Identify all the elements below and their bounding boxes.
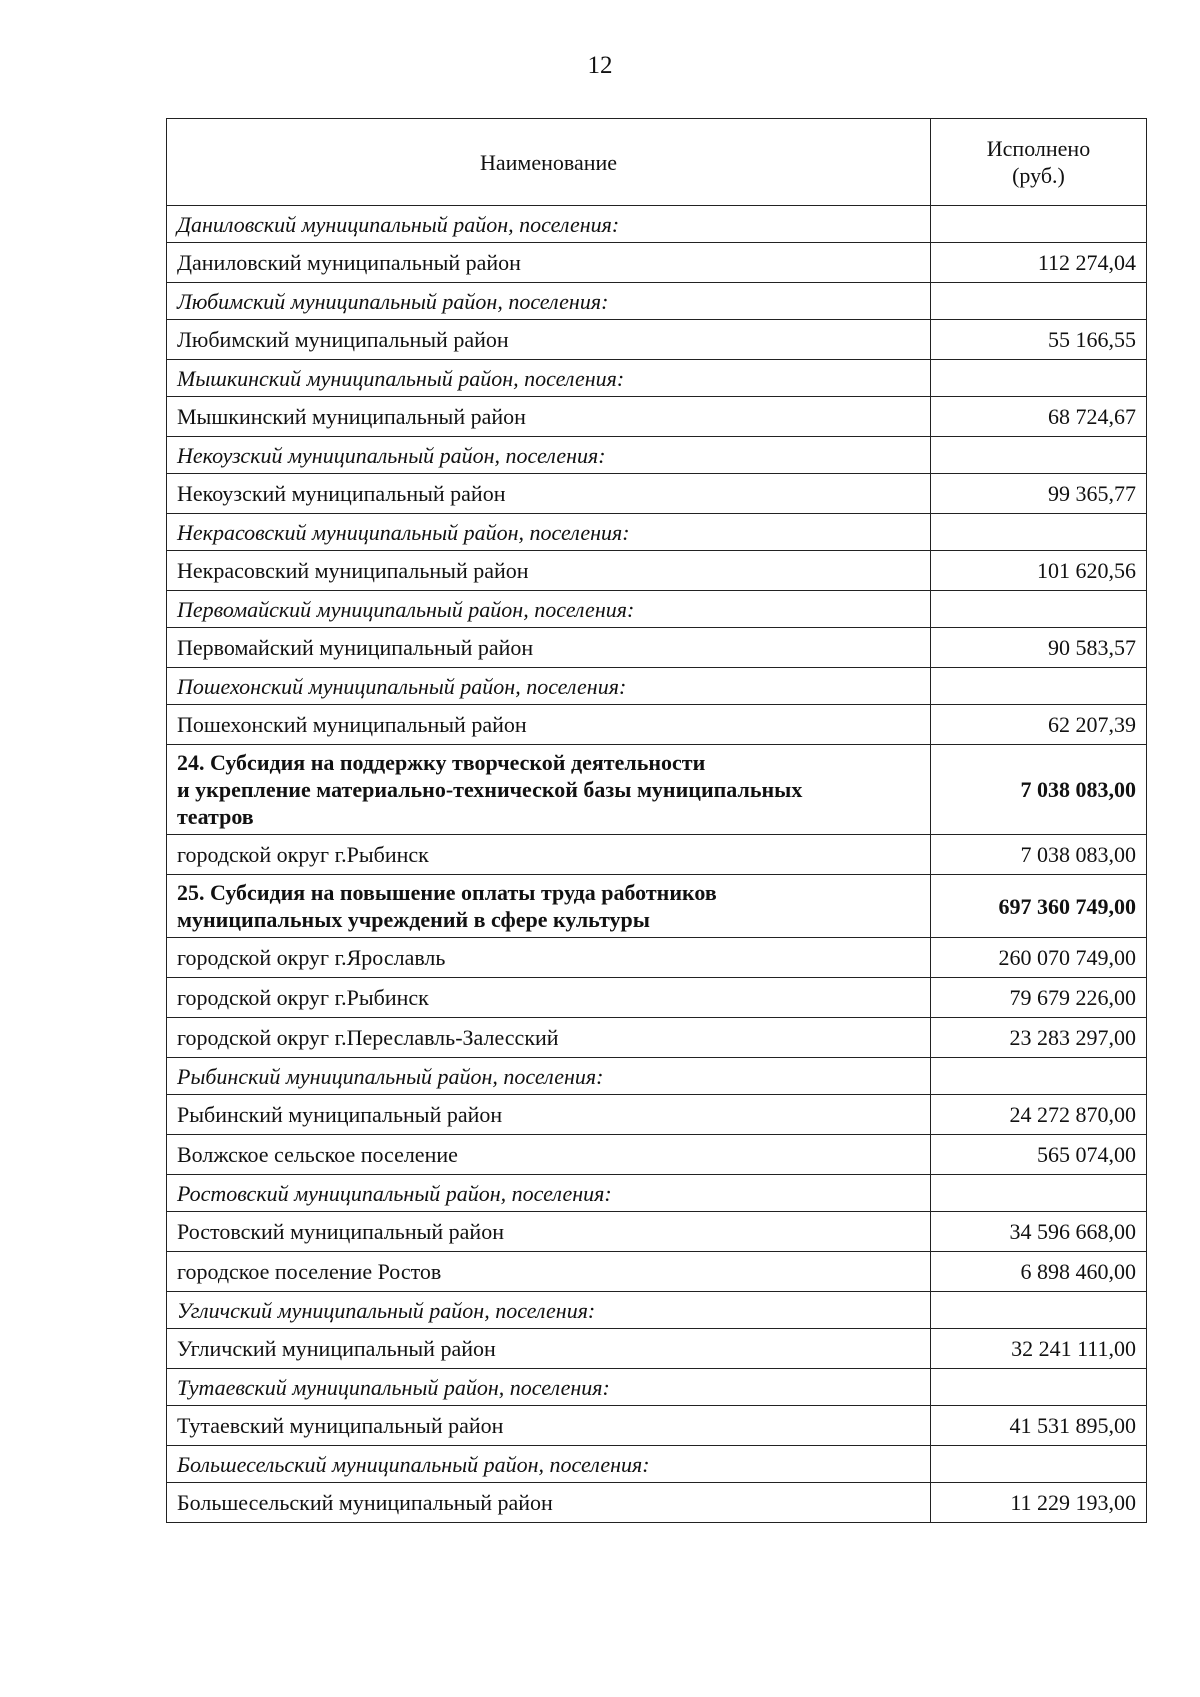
table-row: [167, 243, 1147, 283]
row-amount: 112 274,04: [931, 243, 1147, 283]
row-name: городской округ г.Рыбинск: [167, 835, 931, 875]
table-row: [167, 978, 1147, 1018]
row-amount: [931, 283, 1147, 320]
table-row: [167, 1095, 1147, 1135]
row-name: Пошехонский муниципальный район: [167, 705, 931, 745]
row-amount: [931, 206, 1147, 243]
group-header-row: [167, 668, 1147, 705]
row-amount: 32 241 111,00: [931, 1329, 1147, 1369]
group-header-row: [167, 437, 1147, 474]
table-body: [167, 206, 1147, 1523]
group-name: Первомайский муниципальный район, поселения:: [167, 591, 931, 628]
row-amount: [931, 360, 1147, 397]
subsidy-title-line: и укрепление материально-технической базы муниципальных: [177, 777, 803, 802]
row-name: Тутаевский муниципальный район: [167, 1406, 931, 1446]
column-header-amount: Исполнено (руб.): [931, 119, 1147, 206]
row-name: Ростовский муниципальный район: [167, 1212, 931, 1252]
subsidy-title: [167, 875, 931, 938]
table-row: [167, 551, 1147, 591]
row-name: Некрасовский муниципальный район: [167, 551, 931, 591]
group-name: Мышкинский муниципальный район, поселения:: [167, 360, 931, 397]
page-number: 12: [587, 52, 613, 79]
row-amount: 260 070 749,00: [931, 938, 1147, 978]
group-name: Любимский муниципальный район, поселения:: [167, 283, 931, 320]
row-amount: 7 038 083,00: [931, 745, 1147, 835]
row-name: Угличский муниципальный район: [167, 1329, 931, 1369]
table-row: [167, 1252, 1147, 1292]
row-amount: 41 531 895,00: [931, 1406, 1147, 1446]
row-name: Волжское сельское поселение: [167, 1135, 931, 1175]
table-row: [167, 1329, 1147, 1369]
group-name: Некоузский муниципальный район, поселения:: [167, 437, 931, 474]
row-amount: [931, 1058, 1147, 1095]
report-table: [166, 118, 1147, 1523]
group-header-row: [167, 1175, 1147, 1212]
subsidy-title-line: 25. Субсидия на повышение оплаты труда работников: [177, 880, 717, 905]
group-name: Тутаевский муниципальный район, поселения:: [167, 1369, 931, 1406]
row-amount: 90 583,57: [931, 628, 1147, 668]
group-name: Большесельский муниципальный район, поселения:: [167, 1446, 931, 1483]
row-amount: 68 724,67: [931, 397, 1147, 437]
table-row: [167, 1018, 1147, 1058]
row-name: городской округ г.Рыбинск: [167, 978, 931, 1018]
table-row: [167, 705, 1147, 745]
group-header-row: [167, 1369, 1147, 1406]
table-header: [167, 119, 1147, 206]
row-name: Рыбинский муниципальный район: [167, 1095, 931, 1135]
table-row: [167, 938, 1147, 978]
table-row: [167, 628, 1147, 668]
row-name: Любимский муниципальный район: [167, 320, 931, 360]
table-row: [167, 474, 1147, 514]
row-amount: 565 074,00: [931, 1135, 1147, 1175]
group-header-row: [167, 283, 1147, 320]
row-amount: 6 898 460,00: [931, 1252, 1147, 1292]
group-header-row: [167, 360, 1147, 397]
row-amount: 697 360 749,00: [931, 875, 1147, 938]
table-row: [167, 1135, 1147, 1175]
row-amount: 23 283 297,00: [931, 1018, 1147, 1058]
row-amount: [931, 514, 1147, 551]
row-amount: [931, 437, 1147, 474]
row-name: Мышкинский муниципальный район: [167, 397, 931, 437]
table-row: [167, 835, 1147, 875]
group-name: Угличский муниципальный район, поселения:: [167, 1292, 931, 1329]
row-name: городской округ г.Ярославль: [167, 938, 931, 978]
table-row: [167, 1406, 1147, 1446]
group-header-row: [167, 514, 1147, 551]
group-header-row: [167, 591, 1147, 628]
row-name: Большесельский муниципальный район: [167, 1483, 931, 1523]
group-name: Ростовский муниципальный район, поселения:: [167, 1175, 931, 1212]
group-header-row: [167, 206, 1147, 243]
row-amount: [931, 591, 1147, 628]
group-name: Некрасовский муниципальный район, поселения:: [167, 514, 931, 551]
row-amount: [931, 1292, 1147, 1329]
table-row: [167, 1483, 1147, 1523]
row-amount: [931, 1175, 1147, 1212]
row-name: городское поселение Ростов: [167, 1252, 931, 1292]
row-name: городской округ г.Переславль-Залесский: [167, 1018, 931, 1058]
row-amount: 79 679 226,00: [931, 978, 1147, 1018]
column-header-name: Наименование: [167, 119, 931, 206]
subsidy-title: [167, 745, 931, 835]
row-amount: 11 229 193,00: [931, 1483, 1147, 1523]
row-name: Некоузский муниципальный район: [167, 474, 931, 514]
header-row: [167, 119, 1147, 206]
row-amount: 62 207,39: [931, 705, 1147, 745]
row-amount: [931, 668, 1147, 705]
subsidy-title-line: муниципальных учреждений в сфере культуры: [177, 907, 650, 932]
row-amount: 55 166,55: [931, 320, 1147, 360]
row-amount: 99 365,77: [931, 474, 1147, 514]
subsidy-row: [167, 875, 1147, 938]
table-row: [167, 1212, 1147, 1252]
table-row: [167, 320, 1147, 360]
group-header-row: [167, 1446, 1147, 1483]
row-amount: 24 272 870,00: [931, 1095, 1147, 1135]
row-amount: [931, 1446, 1147, 1483]
group-name: Рыбинский муниципальный район, поселения:: [167, 1058, 931, 1095]
row-amount: 7 038 083,00: [931, 835, 1147, 875]
group-header-row: [167, 1292, 1147, 1329]
group-name: Пошехонский муниципальный район, поселения:: [167, 668, 931, 705]
row-name: Первомайский муниципальный район: [167, 628, 931, 668]
row-amount: 101 620,56: [931, 551, 1147, 591]
row-name: Даниловский муниципальный район: [167, 243, 931, 283]
row-amount: 34 596 668,00: [931, 1212, 1147, 1252]
subsidy-row: [167, 745, 1147, 835]
subsidy-title-line: театров: [177, 804, 254, 829]
group-name: Даниловский муниципальный район, поселения:: [167, 206, 931, 243]
subsidy-title-line: 24. Субсидия на поддержку творческой деятельности: [177, 750, 706, 775]
group-header-row: [167, 1058, 1147, 1095]
row-amount: [931, 1369, 1147, 1406]
table-row: [167, 397, 1147, 437]
